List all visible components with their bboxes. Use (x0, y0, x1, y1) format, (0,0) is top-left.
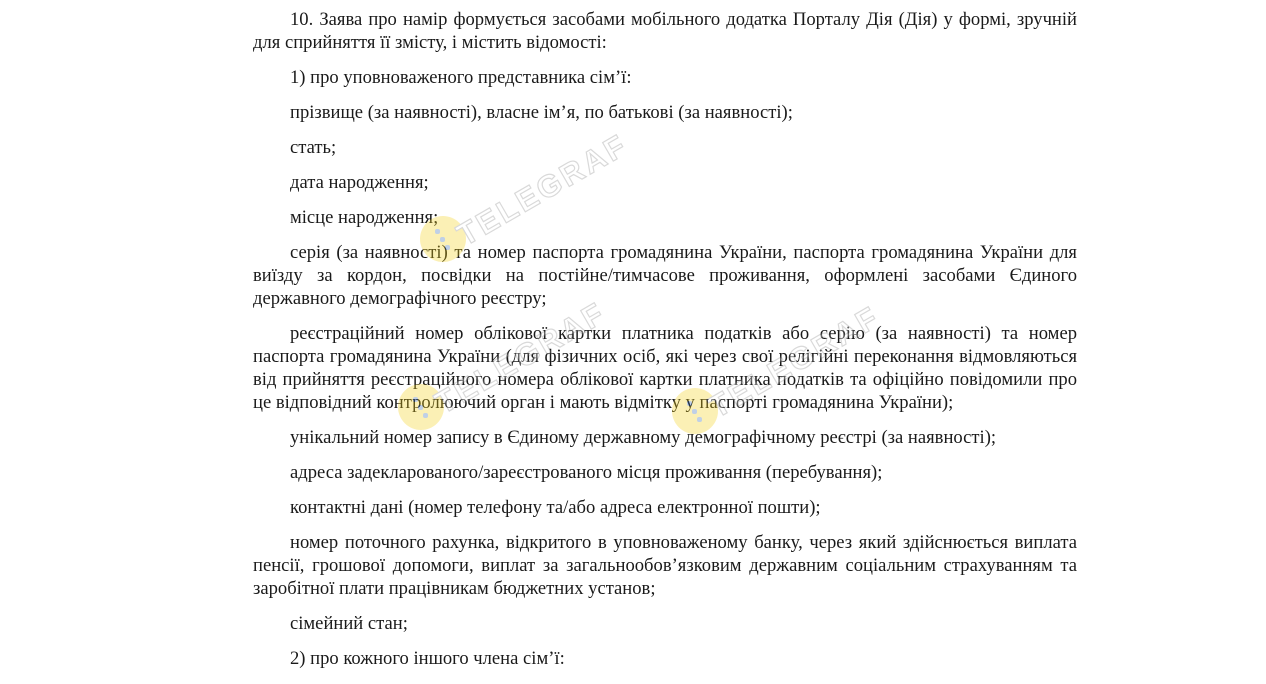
paragraph-subclause-1: 1) про уповноваженого представника сім’ї: (290, 67, 632, 88)
paragraph-clause-10: 10. Заява про намір формується засобами мобільного додатка Порталу Дія (Дія) у формі, зручній для сприйняття її змісту, і містить відомості: (253, 9, 1077, 53)
paragraph-address: адреса задекларованого/зареєстрованого місця проживання (перебування); (290, 462, 883, 483)
paragraph-full-name: прізвище (за наявності), власне ім’я, по батькові (за наявності); (290, 102, 793, 123)
paragraph-marital-status: сімейний стан; (290, 613, 408, 634)
paragraph-subclause-2: 2) про кожного іншого члена сім’ї: (290, 648, 565, 669)
document-page (253, 8, 1077, 670)
paragraph-birth-date: дата народження; (290, 172, 429, 193)
watermark-text: TELEGRAF (429, 294, 612, 421)
watermark-text: TELEGRAF (703, 298, 886, 425)
paragraph-passport: серія (за наявності) та номер паспорта громадянина України, паспорта громадянина України для виїзду за кордон, посвідки на постійне/тимчасове проживання, оформлені засобами Єдиного державного демографічного реєстру; (253, 242, 1077, 309)
paragraph-tax-number: реєстраційний номер облікової картки платника податків або серію (за наявності) та номер паспорта громадянина України (для фізичних осіб, які через свої релігійні переконання відмовляються від прийняття реєстраційного номера облікової картки платника податків та офіційно повідомили про це відповідний контролюючий орган і мають відмітку у паспорті громадянина України); (253, 323, 1077, 413)
paragraph-contacts: контактні дані (номер телефону та/або адреса електронної пошти); (290, 497, 821, 518)
paragraph-sex: стать; (290, 137, 337, 158)
paragraph-unique-record-number: унікальний номер запису в Єдиному державному демографічному реєстрі (за наявності); (290, 427, 997, 448)
watermark-text: TELEGRAF (451, 126, 634, 253)
paragraph-bank-account: номер поточного рахунка, відкритого в уповноваженому банку, через який здійснюється виплата пенсії, грошової допомоги, виплат за загальнообов’язковим державним соціальним страхуванням та заробітної плати працівникам бюджетних установ; (253, 532, 1077, 599)
paragraph-birth-place: місце народження; (290, 207, 439, 228)
